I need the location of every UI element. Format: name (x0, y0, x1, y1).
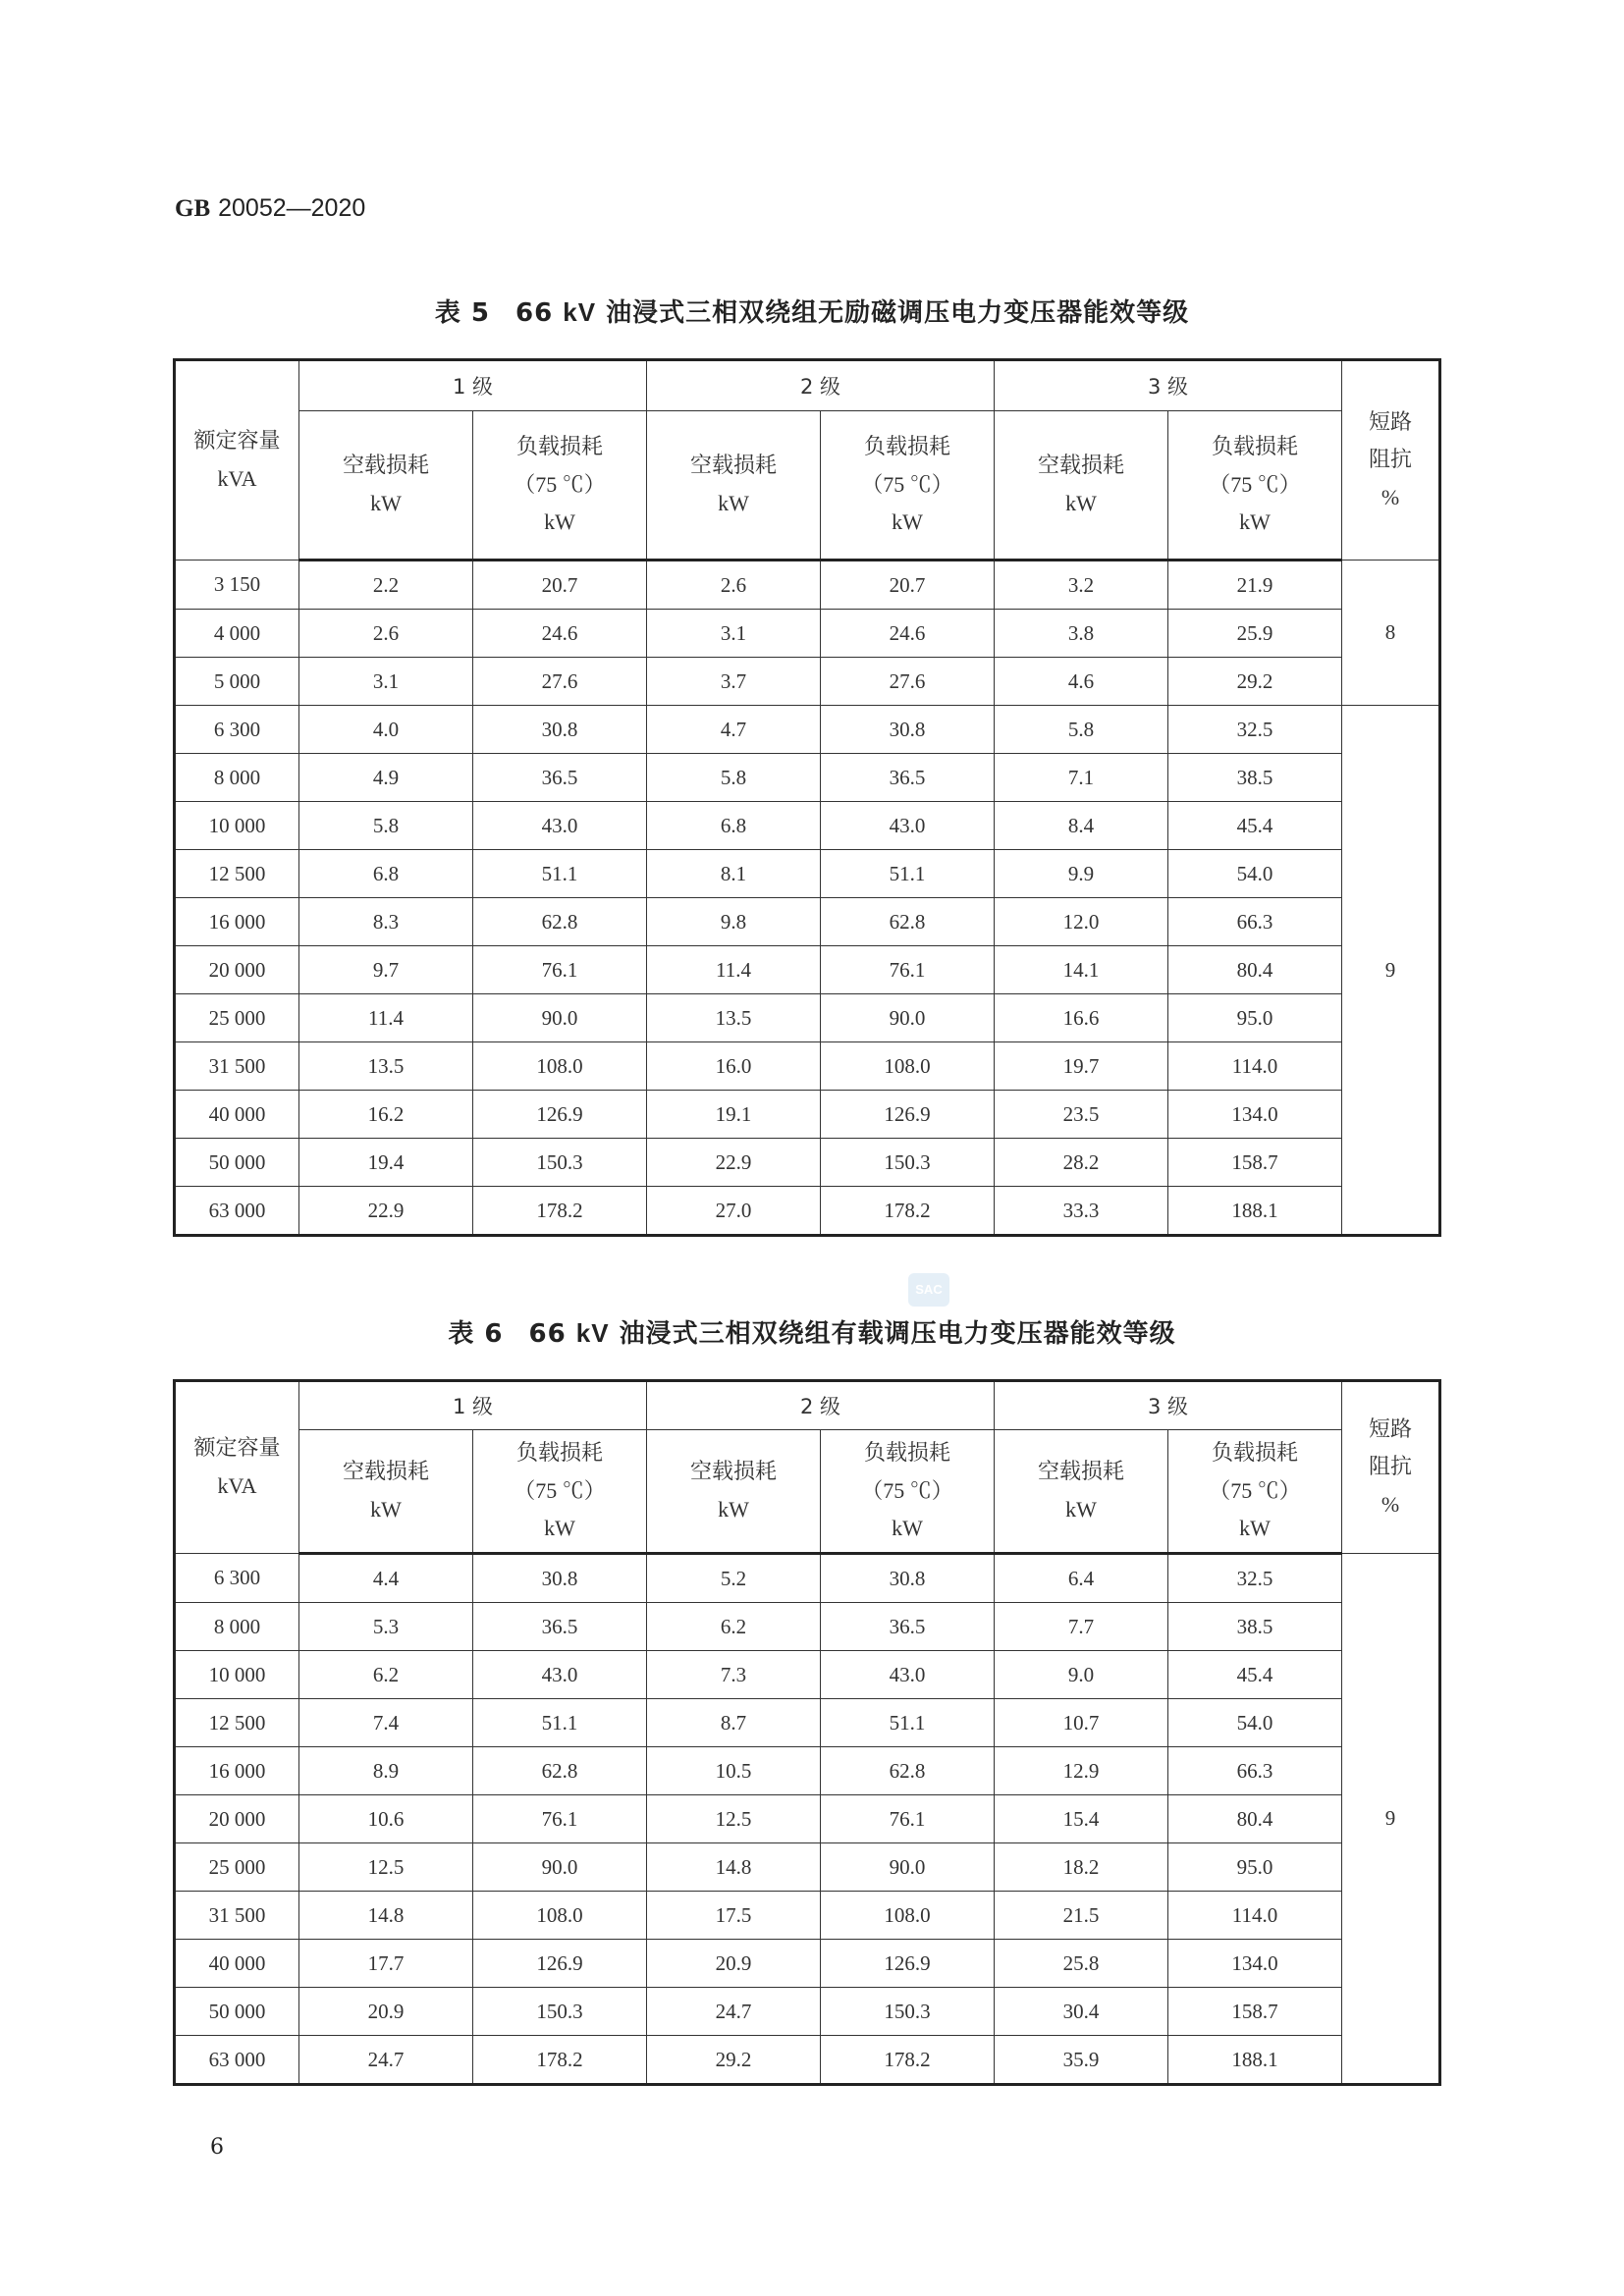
rated-capacity-cell: 10 000 (175, 1651, 299, 1699)
loss-value-cell: 134.0 (1168, 1940, 1342, 1988)
loss-value-cell: 14.8 (299, 1892, 473, 1940)
rated-capacity-cell: 6 300 (175, 706, 299, 754)
rated-capacity-cell: 31 500 (175, 1892, 299, 1940)
loss-value-cell: 11.4 (299, 994, 473, 1042)
table-row (175, 1795, 1440, 1843)
loss-value-cell: 8.3 (299, 898, 473, 946)
loss-value-cell: 4.0 (299, 706, 473, 754)
rated-capacity-cell: 50 000 (175, 1988, 299, 2036)
loss-value-cell: 38.5 (1168, 754, 1342, 802)
table-5 (173, 358, 1441, 1237)
loss-value-cell: 3.1 (299, 658, 473, 706)
loss-value-cell: 7.1 (995, 754, 1168, 802)
loss-value-cell: 19.1 (647, 1091, 821, 1139)
loss-value-cell: 108.0 (821, 1892, 995, 1940)
loss-value-cell: 20.7 (821, 561, 995, 610)
table-row (175, 1091, 1440, 1139)
loss-value-cell: 22.9 (647, 1139, 821, 1187)
loss-value-cell: 150.3 (821, 1139, 995, 1187)
short-circuit-impedance-header: 短路 阻抗 % (1342, 1381, 1440, 1554)
table-row (175, 898, 1440, 946)
rated-capacity-header: 额定容量 kVA (175, 1381, 299, 1554)
table-row (175, 1892, 1440, 1940)
loss-value-cell: 10.6 (299, 1795, 473, 1843)
table-6 (173, 1379, 1441, 2086)
loss-value-cell: 108.0 (473, 1892, 647, 1940)
loss-value-cell: 3.8 (995, 610, 1168, 658)
loss-value-cell: 62.8 (473, 1747, 647, 1795)
rated-capacity-cell: 8 000 (175, 754, 299, 802)
loss-value-cell: 150.3 (473, 1988, 647, 2036)
loss-value-cell: 6.4 (995, 1554, 1168, 1603)
loss-value-cell: 25.9 (1168, 610, 1342, 658)
loss-value-cell: 33.3 (995, 1187, 1168, 1236)
rated-capacity-cell: 5 000 (175, 658, 299, 706)
loss-value-cell: 6.8 (647, 802, 821, 850)
table-row (175, 2036, 1440, 2085)
loss-value-cell: 30.8 (821, 706, 995, 754)
table-row (175, 1139, 1440, 1187)
loss-value-cell: 7.3 (647, 1651, 821, 1699)
load-loss-header: 负载损耗 （75 ℃） kW (473, 1430, 647, 1554)
loss-value-cell: 51.1 (473, 850, 647, 898)
loss-value-cell: 13.5 (299, 1042, 473, 1091)
loss-value-cell: 36.5 (821, 1603, 995, 1651)
no-load-loss-header: 空载损耗 kW (299, 1430, 473, 1554)
grade-1-header: 1 级 (299, 1381, 647, 1430)
loss-value-cell: 76.1 (821, 946, 995, 994)
loss-value-cell: 23.5 (995, 1091, 1168, 1139)
loss-value-cell: 114.0 (1168, 1892, 1342, 1940)
loss-value-cell: 10.5 (647, 1747, 821, 1795)
table-6-body (175, 1554, 1440, 2085)
loss-value-cell: 35.9 (995, 2036, 1168, 2085)
loss-value-cell: 5.3 (299, 1603, 473, 1651)
loss-value-cell: 20.9 (647, 1940, 821, 1988)
loss-value-cell: 30.8 (821, 1554, 995, 1603)
loss-value-cell: 80.4 (1168, 1795, 1342, 1843)
table-row (175, 610, 1440, 658)
loss-value-cell: 80.4 (1168, 946, 1342, 994)
table-row (175, 802, 1440, 850)
table-row (175, 1603, 1440, 1651)
loss-value-cell: 62.8 (821, 898, 995, 946)
loss-value-cell: 38.5 (1168, 1603, 1342, 1651)
load-loss-header: 负载损耗 （75 ℃） kW (821, 1430, 995, 1554)
loss-value-cell: 178.2 (473, 1187, 647, 1236)
loss-value-cell: 43.0 (821, 1651, 995, 1699)
loss-value-cell: 8.1 (647, 850, 821, 898)
table-row (175, 946, 1440, 994)
loss-value-cell: 22.9 (299, 1187, 473, 1236)
table-6-header-row-1 (175, 1381, 1440, 1430)
loss-value-cell: 12.5 (647, 1795, 821, 1843)
loss-value-cell: 3.2 (995, 561, 1168, 610)
load-loss-header: 负载损耗 （75 ℃） kW (473, 411, 647, 561)
loss-value-cell: 66.3 (1168, 898, 1342, 946)
table-row (175, 1651, 1440, 1699)
loss-value-cell: 36.5 (821, 754, 995, 802)
loss-value-cell: 13.5 (647, 994, 821, 1042)
loss-value-cell: 27.6 (473, 658, 647, 706)
rated-capacity-cell: 25 000 (175, 994, 299, 1042)
loss-value-cell: 45.4 (1168, 802, 1342, 850)
rated-capacity-header: 额定容量 kVA (175, 360, 299, 561)
rated-capacity-cell: 16 000 (175, 898, 299, 946)
loss-value-cell: 32.5 (1168, 706, 1342, 754)
table-row (175, 1699, 1440, 1747)
loss-value-cell: 14.1 (995, 946, 1168, 994)
table-row (175, 1747, 1440, 1795)
sac-watermark-logo: SAC (908, 1273, 949, 1307)
rated-capacity-cell: 20 000 (175, 946, 299, 994)
rated-capacity-cell: 4 000 (175, 610, 299, 658)
loss-value-cell: 95.0 (1168, 994, 1342, 1042)
rated-capacity-cell: 31 500 (175, 1042, 299, 1091)
table-row (175, 850, 1440, 898)
loss-value-cell: 90.0 (473, 994, 647, 1042)
table-row (175, 658, 1440, 706)
loss-value-cell: 10.7 (995, 1699, 1168, 1747)
loss-value-cell: 16.2 (299, 1091, 473, 1139)
loss-value-cell: 5.8 (299, 802, 473, 850)
loss-value-cell: 134.0 (1168, 1091, 1342, 1139)
loss-value-cell: 27.6 (821, 658, 995, 706)
rated-capacity-cell: 8 000 (175, 1603, 299, 1651)
loss-value-cell: 4.4 (299, 1554, 473, 1603)
table-5-caption (0, 293, 1624, 329)
loss-value-cell: 54.0 (1168, 850, 1342, 898)
loss-value-cell: 27.0 (647, 1187, 821, 1236)
loss-value-cell: 36.5 (473, 754, 647, 802)
table-6-title-b: 油浸式三相双绕组有载调压电力变压器能效等级 (609, 1319, 1176, 1349)
short-circuit-impedance-header: 短路 阻抗 % (1342, 360, 1440, 561)
table-row (175, 1554, 1440, 1603)
loss-value-cell: 76.1 (821, 1795, 995, 1843)
no-load-loss-header: 空载损耗 kW (299, 411, 473, 561)
loss-value-cell: 126.9 (821, 1940, 995, 1988)
grade-3-header: 3 级 (995, 360, 1342, 411)
grade-2-header: 2 级 (647, 1381, 995, 1430)
loss-value-cell: 30.8 (473, 706, 647, 754)
grade-1-header: 1 级 (299, 360, 647, 411)
rated-capacity-cell: 50 000 (175, 1139, 299, 1187)
loss-value-cell: 5.8 (995, 706, 1168, 754)
grade-2-header: 2 级 (647, 360, 995, 411)
grade-3-header: 3 级 (995, 1381, 1342, 1430)
table-5-header-row-2 (175, 411, 1440, 561)
loss-value-cell: 24.6 (821, 610, 995, 658)
loss-value-cell: 4.9 (299, 754, 473, 802)
loss-value-cell: 7.4 (299, 1699, 473, 1747)
loss-value-cell: 5.8 (647, 754, 821, 802)
rated-capacity-cell: 12 500 (175, 850, 299, 898)
loss-value-cell: 29.2 (647, 2036, 821, 2085)
loss-value-cell: 12.0 (995, 898, 1168, 946)
loss-value-cell: 178.2 (821, 2036, 995, 2085)
no-load-loss-header: 空载损耗 kW (647, 1430, 821, 1554)
loss-value-cell: 158.7 (1168, 1139, 1342, 1187)
loss-value-cell: 9.7 (299, 946, 473, 994)
rated-capacity-cell: 20 000 (175, 1795, 299, 1843)
table-6-title-a: 66 (528, 1319, 576, 1349)
table-5-number: 表 5 (434, 298, 491, 328)
table-row (175, 706, 1440, 754)
short-circuit-impedance-cell: 9 (1342, 706, 1440, 1236)
loss-value-cell: 2.6 (299, 610, 473, 658)
loss-value-cell: 126.9 (473, 1091, 647, 1139)
table-row (175, 1988, 1440, 2036)
rated-capacity-cell: 16 000 (175, 1747, 299, 1795)
table-6-header-row-2 (175, 1430, 1440, 1554)
loss-value-cell: 20.9 (299, 1988, 473, 2036)
loss-value-cell: 11.4 (647, 946, 821, 994)
loss-value-cell: 28.2 (995, 1139, 1168, 1187)
loss-value-cell: 12.5 (299, 1843, 473, 1892)
loss-value-cell: 8.7 (647, 1699, 821, 1747)
loss-value-cell: 18.2 (995, 1843, 1168, 1892)
loss-value-cell: 24.7 (647, 1988, 821, 2036)
loss-value-cell: 51.1 (821, 850, 995, 898)
loss-value-cell: 6.2 (299, 1651, 473, 1699)
loss-value-cell: 4.6 (995, 658, 1168, 706)
loss-value-cell: 19.4 (299, 1139, 473, 1187)
loss-value-cell: 2.6 (647, 561, 821, 610)
loss-value-cell: 29.2 (1168, 658, 1342, 706)
loss-value-cell: 126.9 (821, 1091, 995, 1139)
loss-value-cell: 16.0 (647, 1042, 821, 1091)
table-5-title-kv: kV (563, 297, 597, 327)
rated-capacity-cell: 25 000 (175, 1843, 299, 1892)
standard-code-prefix: GB (175, 195, 211, 222)
table-row (175, 1940, 1440, 1988)
table-6-caption (0, 1313, 1624, 1350)
table-5-title-a: 66 (515, 298, 564, 328)
loss-value-cell: 178.2 (473, 2036, 647, 2085)
short-circuit-impedance-cell: 8 (1342, 561, 1440, 706)
loss-value-cell: 51.1 (473, 1699, 647, 1747)
table-5-body (175, 561, 1440, 1236)
loss-value-cell: 6.8 (299, 850, 473, 898)
loss-value-cell: 95.0 (1168, 1843, 1342, 1892)
table-row (175, 1843, 1440, 1892)
load-loss-header: 负载损耗 （75 ℃） kW (821, 411, 995, 561)
loss-value-cell: 43.0 (473, 802, 647, 850)
loss-value-cell: 30.8 (473, 1554, 647, 1603)
rated-capacity-cell: 63 000 (175, 1187, 299, 1236)
loss-value-cell: 126.9 (473, 1940, 647, 1988)
table-row (175, 561, 1440, 610)
loss-value-cell: 3.7 (647, 658, 821, 706)
loss-value-cell: 90.0 (821, 994, 995, 1042)
load-loss-header: 负载损耗 （75 ℃） kW (1168, 411, 1342, 561)
loss-value-cell: 90.0 (473, 1843, 647, 1892)
rated-capacity-cell: 3 150 (175, 561, 299, 610)
loss-value-cell: 5.2 (647, 1554, 821, 1603)
loss-value-cell: 15.4 (995, 1795, 1168, 1843)
loss-value-cell: 21.5 (995, 1892, 1168, 1940)
loss-value-cell: 188.1 (1168, 1187, 1342, 1236)
loss-value-cell: 150.3 (821, 1988, 995, 2036)
table-row (175, 994, 1440, 1042)
loss-value-cell: 8.9 (299, 1747, 473, 1795)
loss-value-cell: 66.3 (1168, 1747, 1342, 1795)
rated-capacity-cell: 40 000 (175, 1940, 299, 1988)
standard-code-number: 20052—2020 (218, 194, 366, 222)
loss-value-cell: 17.5 (647, 1892, 821, 1940)
loss-value-cell: 76.1 (473, 1795, 647, 1843)
loss-value-cell: 24.7 (299, 2036, 473, 2085)
loss-value-cell: 36.5 (473, 1603, 647, 1651)
loss-value-cell: 24.6 (473, 610, 647, 658)
rated-capacity-cell: 10 000 (175, 802, 299, 850)
loss-value-cell: 54.0 (1168, 1699, 1342, 1747)
loss-value-cell: 108.0 (821, 1042, 995, 1091)
no-load-loss-header: 空载损耗 kW (647, 411, 821, 561)
loss-value-cell: 45.4 (1168, 1651, 1342, 1699)
loss-value-cell: 7.7 (995, 1603, 1168, 1651)
loss-value-cell: 25.8 (995, 1940, 1168, 1988)
loss-value-cell: 62.8 (473, 898, 647, 946)
loss-value-cell: 14.8 (647, 1843, 821, 1892)
loss-value-cell: 19.7 (995, 1042, 1168, 1091)
loss-value-cell: 12.9 (995, 1747, 1168, 1795)
load-loss-header: 负载损耗 （75 ℃） kW (1168, 1430, 1342, 1554)
page-number: 6 (210, 2135, 224, 2160)
loss-value-cell: 43.0 (473, 1651, 647, 1699)
standard-code (175, 194, 365, 223)
loss-value-cell: 178.2 (821, 1187, 995, 1236)
loss-value-cell: 17.7 (299, 1940, 473, 1988)
loss-value-cell: 3.1 (647, 610, 821, 658)
rated-capacity-cell: 63 000 (175, 2036, 299, 2085)
loss-value-cell: 62.8 (821, 1747, 995, 1795)
loss-value-cell: 4.7 (647, 706, 821, 754)
loss-value-cell: 9.0 (995, 1651, 1168, 1699)
loss-value-cell: 114.0 (1168, 1042, 1342, 1091)
rated-capacity-cell: 12 500 (175, 1699, 299, 1747)
loss-value-cell: 51.1 (821, 1699, 995, 1747)
table-row (175, 1187, 1440, 1236)
no-load-loss-header: 空载损耗 kW (995, 411, 1168, 561)
no-load-loss-header: 空载损耗 kW (995, 1430, 1168, 1554)
loss-value-cell: 9.8 (647, 898, 821, 946)
table-row (175, 754, 1440, 802)
table-5-title-b: 油浸式三相双绕组无励磁调压电力变压器能效等级 (596, 298, 1190, 328)
table-6-number: 表 6 (448, 1319, 504, 1349)
loss-value-cell: 32.5 (1168, 1554, 1342, 1603)
loss-value-cell: 150.3 (473, 1139, 647, 1187)
loss-value-cell: 76.1 (473, 946, 647, 994)
loss-value-cell: 30.4 (995, 1988, 1168, 2036)
loss-value-cell: 16.6 (995, 994, 1168, 1042)
loss-value-cell: 43.0 (821, 802, 995, 850)
short-circuit-impedance-cell: 9 (1342, 1554, 1440, 2085)
loss-value-cell: 90.0 (821, 1843, 995, 1892)
loss-value-cell: 20.7 (473, 561, 647, 610)
table-5-header-row-1 (175, 360, 1440, 411)
loss-value-cell: 6.2 (647, 1603, 821, 1651)
table-6-title-kv: kV (575, 1318, 610, 1348)
table-row (175, 1042, 1440, 1091)
loss-value-cell: 108.0 (473, 1042, 647, 1091)
loss-value-cell: 2.2 (299, 561, 473, 610)
loss-value-cell: 158.7 (1168, 1988, 1342, 2036)
rated-capacity-cell: 40 000 (175, 1091, 299, 1139)
loss-value-cell: 8.4 (995, 802, 1168, 850)
loss-value-cell: 188.1 (1168, 2036, 1342, 2085)
loss-value-cell: 21.9 (1168, 561, 1342, 610)
rated-capacity-cell: 6 300 (175, 1554, 299, 1603)
loss-value-cell: 9.9 (995, 850, 1168, 898)
